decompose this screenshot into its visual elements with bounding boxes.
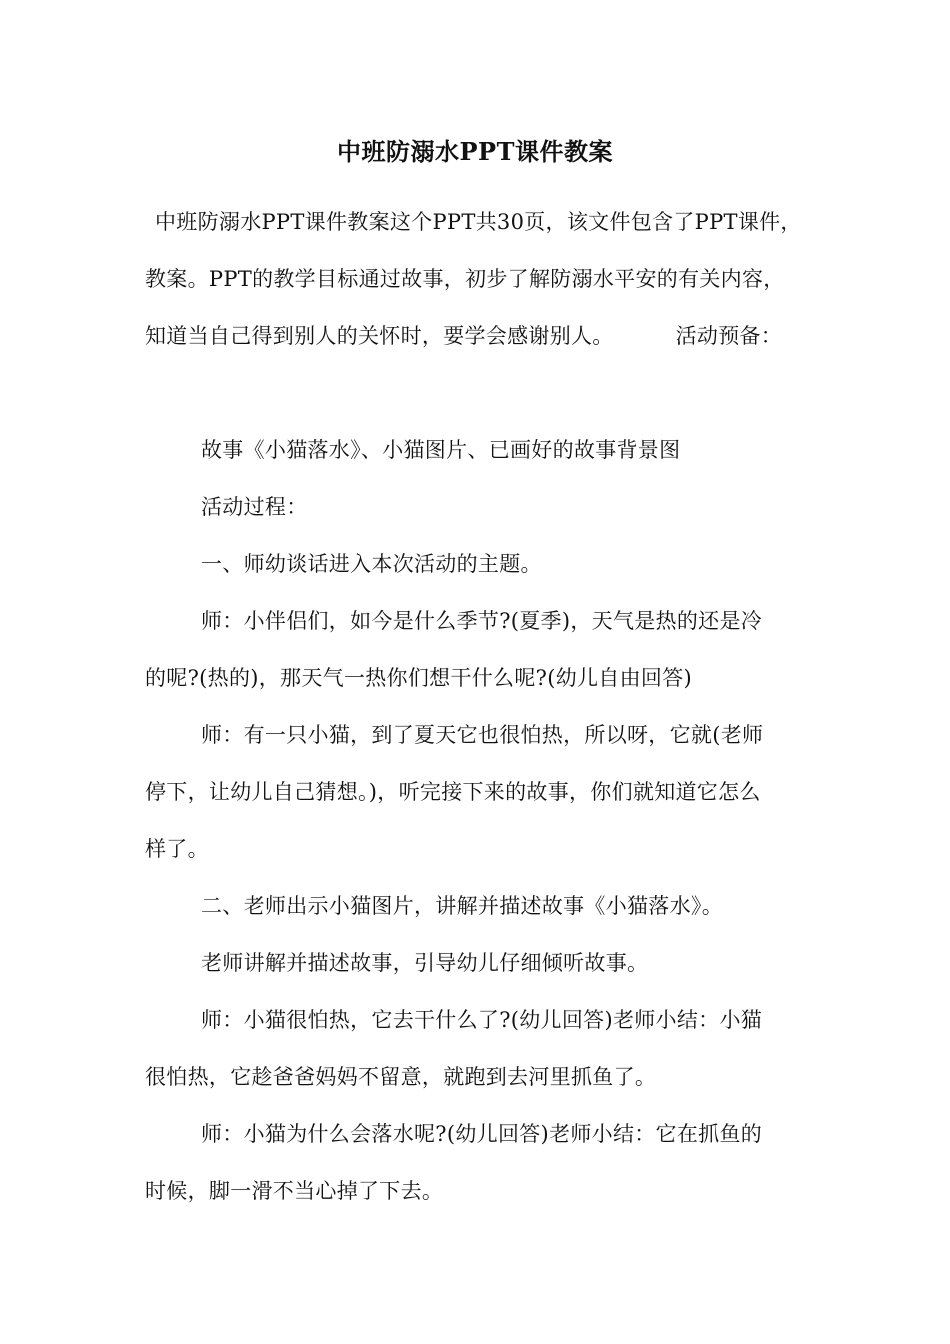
- paragraph-2-line-1: 师：有一只小猫，到了夏天它也很怕热，所以呀，它就(老师: [201, 723, 764, 747]
- step1-heading: 一、师幼谈话进入本次活动的主题。: [201, 552, 542, 576]
- paragraph-3: 老师讲解并描述故事，引导幼儿仔细倾听故事。: [201, 951, 649, 975]
- materials-text: 故事《小猫落水》、小猫图片、已画好的故事背景图: [201, 438, 681, 462]
- paragraph-1-line-1: 师：小伴侣们，如今是什么季节?(夏季)，天气是热的还是冷: [201, 609, 763, 633]
- intro-line-3: [145, 318, 782, 354]
- paragraph-2-line-3: 样了。: [145, 837, 209, 861]
- paragraph-2-line-2: 停下，让幼儿自己猜想。)，听完接下来的故事，你们就知道它怎么: [145, 780, 761, 804]
- paragraph-4-line-1: 师：小猫很怕热，它去干什么了?(幼儿回答)老师小结：小猫: [201, 1008, 763, 1032]
- intro-line-1: 中班防溺水PPT课件教案这个PPT共30页，该文件包含了PPT课件，: [155, 210, 802, 234]
- step2-heading: 二、老师出示小猫图片，讲解并描述故事《小猫落水》。: [201, 894, 723, 918]
- paragraph-5-line-1: 师：小猫为什么会落水呢?(幼儿回答)老师小结：它在抓鱼的: [201, 1122, 763, 1146]
- intro-line-3-text: 知道当自己得到别人的关怀时，要学会感谢别人。: [145, 324, 614, 348]
- process-label: 活动过程：: [201, 495, 308, 519]
- paragraph-4-line-2: 很怕热，它趁爸爸妈妈不留意，就跑到去河里抓鱼了。: [145, 1065, 657, 1089]
- document-title: 中班防溺水PPT课件教案: [337, 137, 613, 166]
- paragraph-5-line-2: 时候，脚一滑不当心掉了下去。: [145, 1179, 444, 1203]
- intro-line-2: 教案。PPT的教学目标通过故事，初步了解防溺水平安的有关内容，: [145, 267, 785, 291]
- paragraph-1-line-2: 的呢?(热的)，那天气一热你们想干什么呢?(幼儿自由回答): [145, 666, 692, 690]
- prep-label: 活动预备：: [675, 324, 783, 348]
